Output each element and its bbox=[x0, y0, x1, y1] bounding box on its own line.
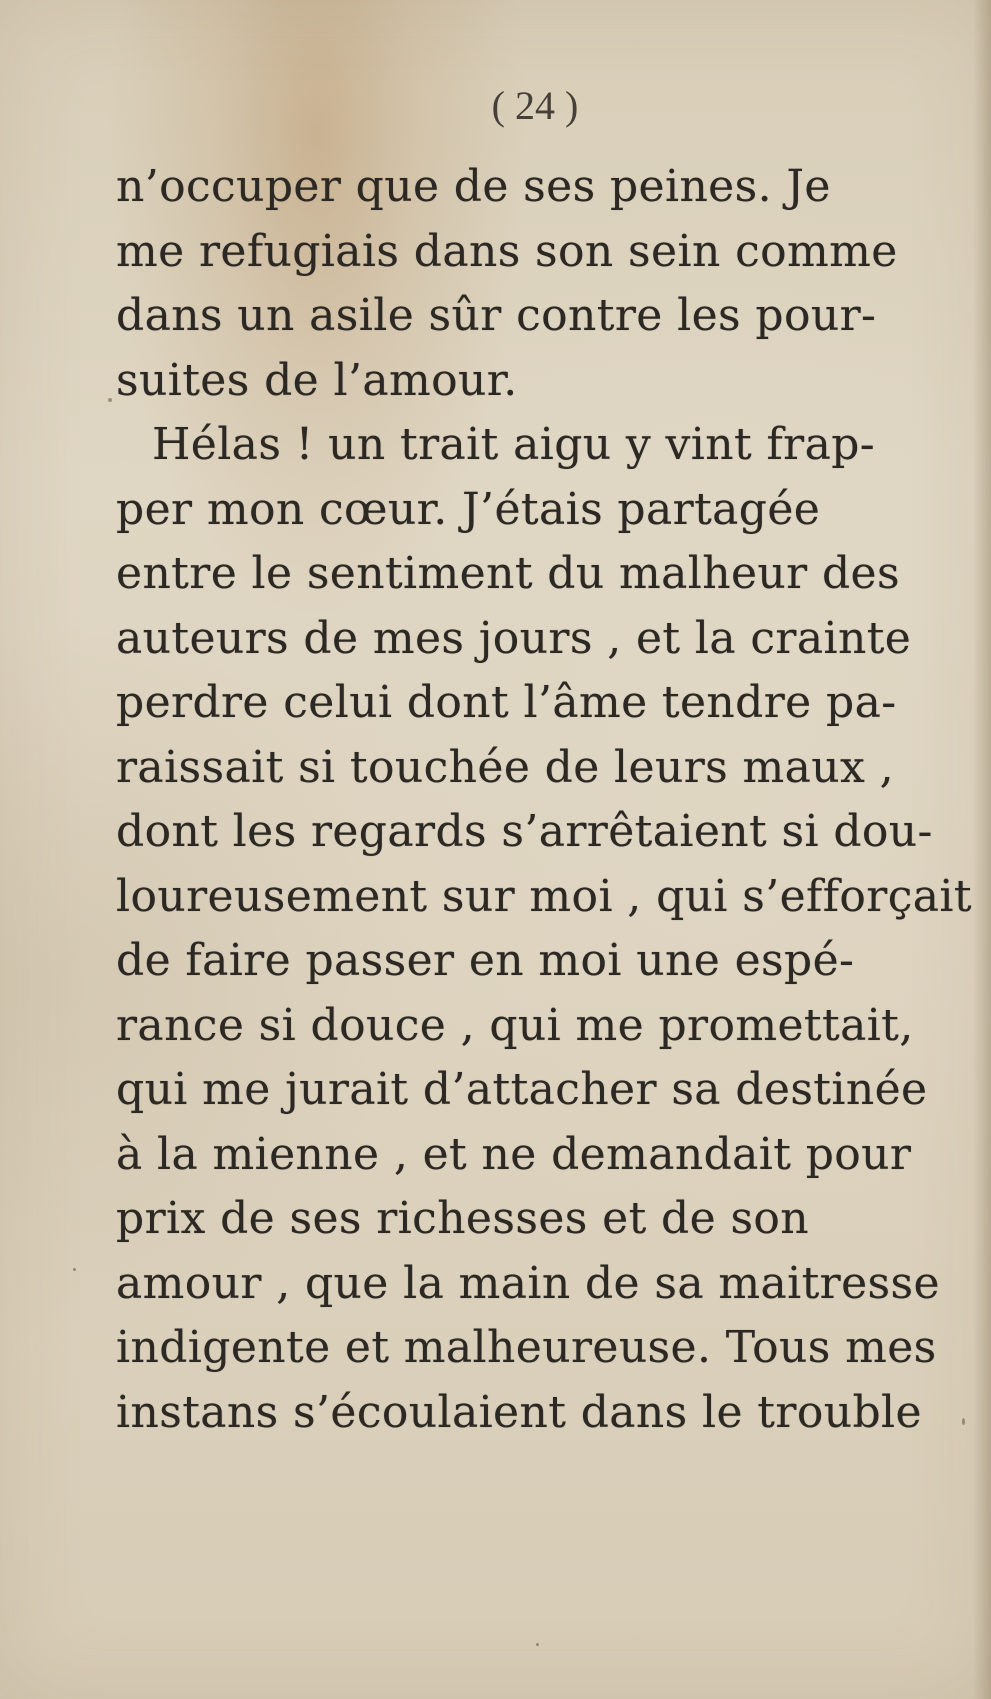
text-line-17: prix de ses richesses et de son bbox=[116, 1193, 810, 1244]
page-number: ( 24 ) bbox=[491, 83, 579, 128]
paper-speck bbox=[73, 1268, 76, 1271]
text-line-16: à la mienne , et ne demandait pour bbox=[116, 1128, 912, 1180]
text-line-15: qui me jurait d’attacher sa destinée bbox=[116, 1064, 928, 1115]
text-line-19: indigente et malheureuse. Tous mes bbox=[116, 1322, 937, 1373]
text-line-9: perdre celui dont l’âme tendre pa- bbox=[116, 677, 897, 728]
paper-speck bbox=[962, 1418, 965, 1425]
text-line-5: Hélas ! un trait aigu y vint frap- bbox=[152, 419, 876, 470]
text-line-8: auteurs de mes jours , et la crainte bbox=[116, 612, 912, 664]
text-line-11: dont les regards s’arrêtaient si dou- bbox=[116, 806, 933, 857]
text-line-1: n’occuper que de ses peines. Je bbox=[116, 161, 831, 212]
text-line-20: instans s’écoulaient dans le trouble bbox=[116, 1386, 922, 1438]
text-line-13: de faire passer en moi une espé- bbox=[116, 935, 855, 986]
text-line-7: entre le sentiment du malheur des bbox=[116, 548, 900, 599]
paper-speck bbox=[536, 1643, 539, 1646]
text-line-10: raissait si touchée de leurs maux , bbox=[116, 741, 894, 793]
text-line-2: me refugiais dans son sein comme bbox=[116, 225, 898, 277]
text-line-18: amour , que la main de sa maitresse bbox=[116, 1257, 940, 1309]
text-line-14: rance si douce , qui me promettait, bbox=[116, 999, 914, 1051]
text-line-4: suites de l’amour. bbox=[116, 354, 518, 406]
page-edge-shadow bbox=[973, 0, 991, 1699]
text-line-12: loureusement sur moi , qui s’efforçait bbox=[116, 870, 972, 922]
text-line-3: dans un asile sûr contre les pour- bbox=[116, 290, 877, 341]
paper-speck bbox=[108, 398, 112, 402]
text-line-6: per mon cœur. J’étais partagée bbox=[116, 483, 821, 535]
body-text bbox=[116, 155, 972, 1445]
